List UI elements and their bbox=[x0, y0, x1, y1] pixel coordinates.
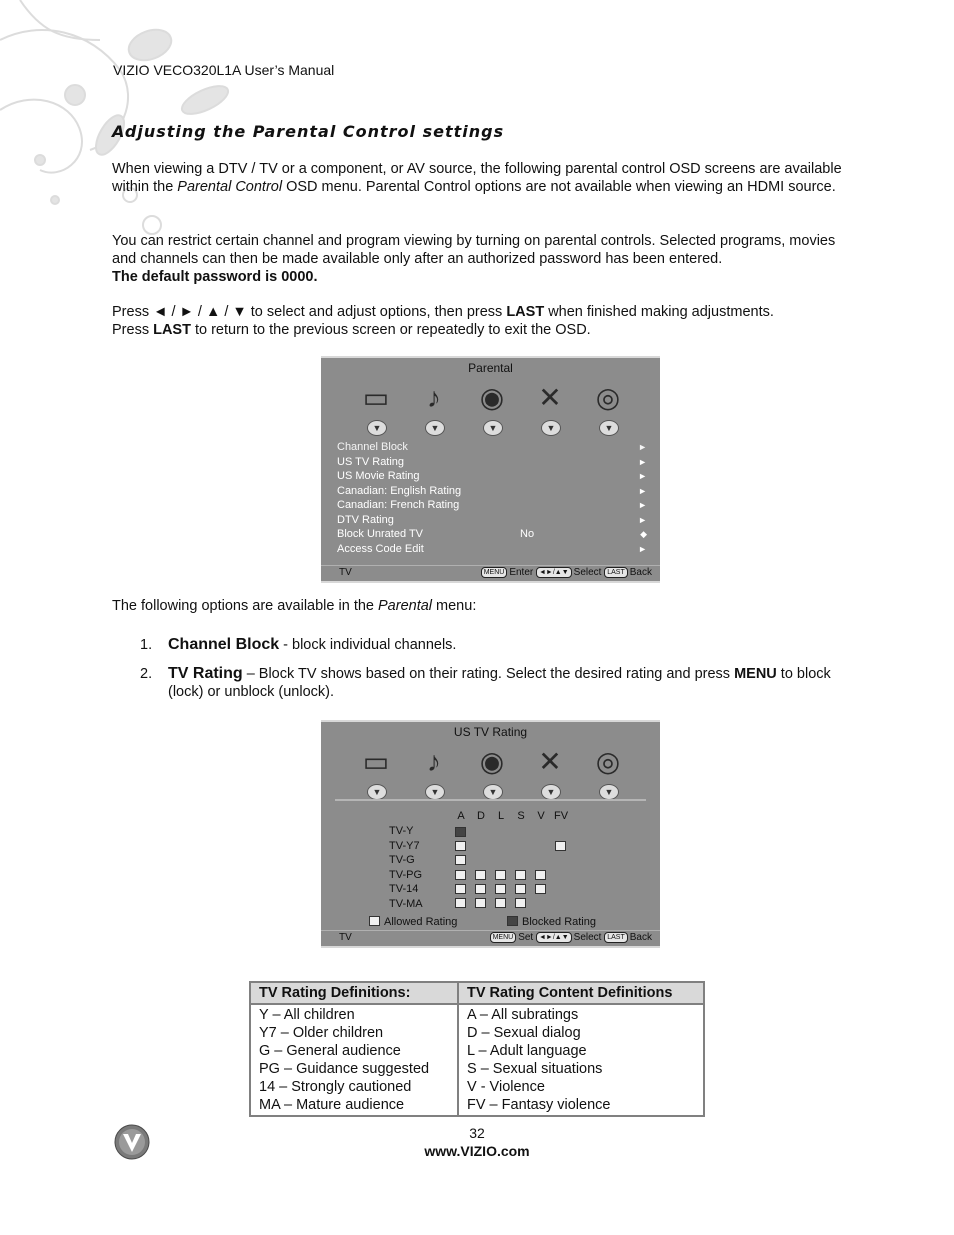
osd-icon-bar bbox=[351, 380, 641, 438]
osd-footer bbox=[321, 565, 660, 581]
decorative-swirl-graphic bbox=[0, 0, 230, 240]
lock-icon bbox=[515, 898, 526, 908]
chevron-down-icon: ▼ bbox=[483, 420, 503, 436]
table-header-tv-rating: TV Rating Definitions: bbox=[250, 982, 458, 1004]
unlock-icon bbox=[369, 916, 380, 926]
lock-icon bbox=[455, 841, 466, 851]
osd-divider bbox=[335, 799, 646, 801]
menu-item-canadian-french-rating: Canadian: French Rating ► bbox=[337, 499, 647, 511]
us-tv-rating-osd-screenshot bbox=[321, 720, 660, 948]
intro-paragraph: When viewing a DTV / TV or a component, or AV source, the following parental control OSD screens are available within the Parental Control OSD menu. Parental Control options are not available when viewing an HDMI source. bbox=[112, 161, 842, 195]
toggle-icon: ◆ bbox=[640, 529, 647, 539]
rating-row-labels: TV-Y TV-Y7 TV-G TV-PG TV-14 TV-MA bbox=[389, 825, 423, 910]
satellite-icon: ◉ bbox=[479, 746, 505, 777]
arrow-right-icon: ► bbox=[638, 500, 647, 510]
lock-icon bbox=[475, 884, 486, 894]
arrow-right-icon: ► bbox=[638, 485, 647, 496]
parental-menu-list bbox=[337, 440, 647, 556]
chevron-down-icon: ▼ bbox=[483, 784, 503, 800]
lock-icon bbox=[515, 884, 526, 894]
page-number: 32 bbox=[469, 1125, 485, 1141]
arrow-right-icon: ► bbox=[638, 543, 647, 554]
navigation-paragraph: Press ◄ / ► / ▲ / ▼ to select and adjust options, then press LAST when finished making adjustments. Press LAST to return to the previous screen or repeatedly to exit the OSD. bbox=[112, 304, 774, 338]
menu-key-icon: MENU bbox=[481, 567, 508, 578]
lock-icon bbox=[475, 898, 486, 908]
wrench-icon: ✕ bbox=[538, 746, 562, 777]
osd-title: Parental bbox=[468, 361, 513, 375]
restriction-paragraph: You can restrict certain channel and program viewing by turning on parental controls. Selected programs, movies and channels can then be made available only after an authorized password has been entered. The default password is 0000. bbox=[112, 233, 836, 285]
parental-lock-icon: ◎ bbox=[595, 746, 621, 777]
arrow-right-icon: ► bbox=[638, 514, 647, 525]
chevron-down-icon: ▼ bbox=[541, 784, 561, 800]
microphone-icon: ♪ bbox=[427, 746, 441, 777]
chevron-down-icon: ▼ bbox=[425, 420, 445, 436]
menu-item-block-unrated-tv: Block Unrated TV No ◆ bbox=[337, 528, 647, 540]
lock-icon bbox=[495, 898, 506, 908]
osd-source-label: TV bbox=[339, 567, 352, 578]
rating-definitions-table bbox=[249, 981, 705, 1117]
lock-icon bbox=[515, 870, 526, 880]
legend-blocked: Blocked Rating bbox=[507, 916, 596, 928]
nav-key-icon: ◄►/▲▼ bbox=[536, 567, 572, 578]
arrow-right-icon: ► bbox=[638, 456, 647, 467]
arrow-right-icon: ► bbox=[638, 442, 647, 452]
lock-icon bbox=[455, 870, 466, 880]
lock-icon bbox=[507, 916, 518, 926]
chevron-down-icon: ▼ bbox=[367, 420, 387, 436]
menu-item-dtv-rating: DTV Rating ► bbox=[337, 513, 647, 526]
parental-osd-screenshot bbox=[321, 356, 660, 583]
lock-icon bbox=[455, 884, 466, 894]
lock-icon bbox=[555, 841, 566, 851]
microphone-icon: ♪ bbox=[427, 382, 441, 413]
lock-icon bbox=[535, 884, 546, 894]
lock-icon bbox=[535, 870, 546, 880]
chevron-down-icon: ▼ bbox=[425, 784, 445, 800]
osd-hints: MENU Enter ◄►/▲▼ Select LAST Back bbox=[481, 567, 652, 578]
lock-icon bbox=[455, 898, 466, 908]
menu-item-us-tv-rating: US TV Rating ► bbox=[337, 455, 647, 468]
lock-icon bbox=[475, 870, 486, 880]
menu-item-access-code-edit: Access Code Edit ► bbox=[337, 542, 647, 555]
satellite-icon: ◉ bbox=[479, 382, 505, 413]
lock-icon bbox=[495, 884, 506, 894]
section-title: Adjusting the Parental Control settings bbox=[112, 122, 505, 141]
chevron-down-icon: ▼ bbox=[599, 784, 619, 800]
lock-icon bbox=[455, 827, 466, 837]
nav-key-icon: ◄►/▲▼ bbox=[536, 932, 572, 943]
arrow-right-icon: ► bbox=[638, 471, 647, 481]
table-header-content: TV Rating Content Definitions bbox=[458, 982, 704, 1004]
lock-icon bbox=[455, 855, 466, 865]
legend-allowed: Allowed Rating bbox=[369, 916, 457, 928]
lock-icon bbox=[495, 870, 506, 880]
menu-key-icon: MENU bbox=[490, 932, 517, 943]
table-row bbox=[250, 1004, 704, 1116]
tv-icon: ▭ bbox=[362, 382, 390, 413]
osd-footer bbox=[321, 930, 660, 946]
chevron-down-icon: ▼ bbox=[367, 784, 387, 800]
table-cell: A – All subratings D – Sexual dialog L – Adult language S – Sexual situations V - Violence FV – Fantasy violence bbox=[458, 1004, 704, 1116]
rating-column-headers: A D L S V FV bbox=[457, 810, 569, 822]
osd-title: US TV Rating bbox=[453, 725, 528, 739]
chevron-down-icon: ▼ bbox=[541, 420, 561, 436]
last-key-icon: LAST bbox=[604, 932, 628, 943]
menu-item-channel-block: Channel Block ► bbox=[337, 441, 647, 453]
osd-hints: MENU Set ◄►/▲▼ Select LAST Back bbox=[490, 932, 652, 943]
wrench-icon: ✕ bbox=[538, 382, 562, 413]
tv-icon: ▭ bbox=[362, 746, 390, 777]
menu-item-canadian-english-rating: Canadian: English Rating ► bbox=[337, 484, 647, 497]
table-cell: Y – All children Y7 – Older children G – General audience PG – Guidance suggested 14 – Strongly cautioned MA – Mature audience bbox=[250, 1004, 458, 1116]
options-intro-text: The following options are available in the Parental menu: bbox=[112, 598, 477, 614]
last-key-icon: LAST bbox=[604, 567, 628, 578]
osd-source-label: TV bbox=[339, 932, 352, 943]
table-header-row bbox=[250, 982, 704, 1004]
parental-lock-icon: ◎ bbox=[595, 382, 621, 413]
website-link[interactable]: www.VIZIO.com bbox=[424, 1143, 530, 1159]
osd-icon-bar bbox=[351, 744, 641, 802]
chevron-down-icon: ▼ bbox=[599, 420, 619, 436]
manual-header-title: VIZIO VECO320L1A User’s Manual bbox=[113, 62, 335, 78]
menu-item-us-movie-rating: US Movie Rating ► bbox=[337, 470, 647, 482]
default-password-note: The default password is 0000. bbox=[112, 269, 318, 285]
